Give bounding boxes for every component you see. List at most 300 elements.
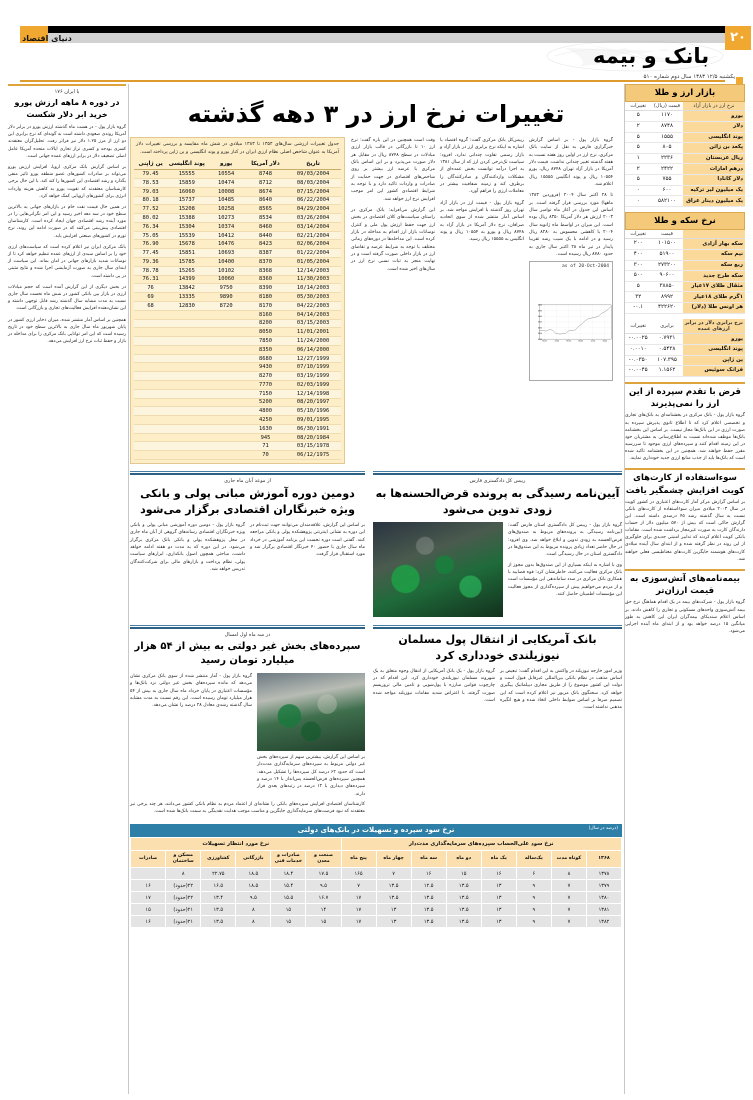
cell-date: 02/21/2004 xyxy=(285,231,341,240)
cell-usd: 8170 xyxy=(246,301,285,310)
cell-eur: 10374 xyxy=(206,222,245,231)
table-row xyxy=(625,185,745,196)
cell-gbp: 13335 xyxy=(167,293,206,302)
cell-date: 05/10/1996 xyxy=(285,407,341,416)
divider xyxy=(373,627,622,629)
cell-usd: 945 xyxy=(246,433,285,442)
row-value: ۰.۵۴۳۸ xyxy=(651,344,682,355)
cell-deposit-rate: ۱۷ xyxy=(341,892,376,904)
lead-text-columns xyxy=(351,137,622,464)
cell-usd: 8270 xyxy=(246,372,285,381)
cell-gbp: 14399 xyxy=(167,275,206,284)
cell-facility-rate: ۲۲(حدود) xyxy=(166,880,201,892)
cell-jpy xyxy=(134,319,167,328)
table-row xyxy=(625,132,745,143)
cell-deposit-rate: ۱۳.۵ xyxy=(446,892,481,904)
cell-gbp: 15678 xyxy=(167,240,206,249)
table-row xyxy=(131,880,622,892)
table-row xyxy=(134,187,341,196)
table-row xyxy=(134,240,341,249)
col-eur: یورو xyxy=(206,159,245,170)
deposit-rates-rows xyxy=(131,868,622,928)
row-value: ۳۸۸۵۰ xyxy=(651,281,682,292)
svg-text:8800: 8800 xyxy=(538,305,542,307)
row-value: ۱.۱۵۶۲ xyxy=(651,366,682,377)
cell-usd: 4250 xyxy=(246,416,285,425)
col-parity-title: نرخ برابری دلار در برابر ارزهای عمده xyxy=(683,319,745,334)
cell-date: 11/01/2001 xyxy=(285,328,341,337)
col-change: تغییرات xyxy=(625,319,651,334)
cell-jpy xyxy=(134,433,167,442)
cell-facility-rate: ۱۳.۵ xyxy=(201,916,236,928)
row-change: ۵ xyxy=(625,143,651,154)
cell-usd: 8712 xyxy=(246,179,285,188)
svg-text:Nov03: Nov03 xyxy=(542,341,547,343)
table-row xyxy=(625,196,745,207)
table-row xyxy=(134,319,341,328)
divider xyxy=(130,471,365,472)
cell-eur xyxy=(206,337,245,346)
group-header-deposits: نرخ سود علی‌الحساب سپرده‌های سرمایه‌گذاری مدت‌دار xyxy=(341,837,622,851)
cell-usd: 4800 xyxy=(246,407,285,416)
cell-eur xyxy=(206,380,245,389)
cell-deposit-rate: ۱۵ xyxy=(446,868,481,880)
svg-text:May04: May04 xyxy=(578,341,583,343)
deposit-rates-table-block xyxy=(130,824,622,929)
article-photo xyxy=(257,673,365,751)
cell-facility-rate: ۱۷ xyxy=(131,892,166,904)
cell-deposit-rate: ۱۳ xyxy=(481,904,516,916)
article-paragraph: وی با اشاره به اینکه بسیاری از این صندوق‌ها بدون مجوز از بانک مرکزی فعالیت می‌کنند، خاطرنشان کرد: قوه قضاییه با همکاری بانک مرکزی در صدد ساماندهی این مؤسسات است و از مردم می‌خواهیم پیش از سپرده‌گذاری از مجوز فعالیت این مؤسسات اطمینان حاصل کنند. xyxy=(508,562,622,597)
divider xyxy=(625,569,745,571)
row-value: ۲۷۳۲۰۰ xyxy=(651,260,682,271)
currency-table-intro: جدول تغییرات ارزشی سال‌های ۱۳۵۴ تا ۱۳۸۳ میلادی در شش ماه مقایسه و بررسی تغییرات دلار آمریکا به عنوان شاخص اصلی نظام ارزی ایران در کنار یورو و پوند انگلیسی و ین ژاپن پرداخته است. xyxy=(136,141,339,155)
svg-text:Sep04: Sep04 xyxy=(602,341,607,343)
cell-gbp: 15859 xyxy=(167,179,206,188)
table-row xyxy=(134,266,341,275)
cell-eur: 8720 xyxy=(206,301,245,310)
lead-paragraph: این گزارش می‌افزاید: بانک مرکزی در راستای سیاست‌های کلان اقتصادی در بخش ارز جهت حفظ ارزش پول ملی و کنترل نوسانات بازار ارز اقدام به مداخله در بازار کرده است. این مداخله‌ها در دوره‌های زمانی مختلف با توجه به شرایط عرضه و تقاضای ارز در بازار داخلی صورت گرفته است و در نهایت منجر به ثبات نسبی نرخ ارز در سال‌های اخیر شده است. xyxy=(351,207,435,272)
row-label: نیم سکه xyxy=(683,249,745,260)
cell-usd: 8440 xyxy=(246,231,285,240)
table-row xyxy=(625,121,745,132)
cell-gbp xyxy=(167,337,206,346)
row-change: ۵ xyxy=(625,175,651,186)
table-row xyxy=(625,271,745,282)
row-label: ریال عربستان xyxy=(683,153,745,164)
cell-gbp: 15208 xyxy=(167,205,206,214)
article-paragraph: گروه بازار پول - آمار منتشر شده از سوی بانک مرکزی نشان می‌دهد که مانده سپرده‌های بخش غیر دولتی نزد بانک‌ها و مؤسسات اعتباری در پایان خرداد ماه سال جاری به بیش از ۵۴ هزار میلیارد تومان رسیده است. این رقم نسبت به مدت مشابه سال گذشته رشدی معادل ۲۸ درصد را نشان می‌دهد. xyxy=(130,673,253,709)
table-row xyxy=(134,258,341,267)
row-value: ۲۲۳۶ xyxy=(651,153,682,164)
cell-deposit-rate: ۷ xyxy=(551,904,586,916)
table-row xyxy=(625,292,745,303)
col-header: سه ماه xyxy=(411,851,446,868)
cell-usd: 8423 xyxy=(246,240,285,249)
cell-usd: 8180 xyxy=(246,293,285,302)
cell-gbp: 15785 xyxy=(167,258,206,267)
table-row xyxy=(134,170,341,179)
table-row xyxy=(134,398,341,407)
cell-gbp xyxy=(167,398,206,407)
svg-text:Jan04: Jan04 xyxy=(554,341,559,343)
table-row xyxy=(134,310,341,319)
left-column-body-1: گروه بازار پول - در هشت ماه گذشته ارزش یورو در برابر دلار آمریکا روندی صعودی داشته است به گونه‌ای که نرخ برابری این دو ارز از مرز ۱.۲۵ دلار نیز فراتر رفت. تحلیل‌گران معتقدند کسری بودجه و کسری تراز تجاری ایالات متحده آمریکا عامل اصلی تضعیف دلار در برابر ارزهای عمده جهانی است. xyxy=(8,125,126,159)
cell-gbp xyxy=(167,442,206,451)
cell-usd: 8387 xyxy=(246,249,285,258)
col-header: ۱۳۶۸ xyxy=(586,851,621,868)
article-paragraph: گروه بازار پول - دومین دوره آموزشی مبانی پولی و بانکی ویژه خبرنگاران اقتصادی رسانه‌های گروهی از آبان ماه جاری در محل پژوهشکده پولی و بانکی بانک مرکزی برگزار می‌شود. در این دوره که به مدت دو هفته ادامه خواهد داشت، مباحثی همچون اصول بانکداری، ابزارهای سیاست پولی، نظام پرداخت و بازارهای مالی برای شرکت‌کنندگان تدریس خواهد شد. xyxy=(130,522,245,572)
cell-usd: 70 xyxy=(246,451,285,460)
article-kicker: رییس کل دادگستری فارس xyxy=(469,478,526,484)
cell-gbp xyxy=(167,328,206,337)
cell-deposit-rate: ۱۳۸۱ xyxy=(586,904,621,916)
cell-deposit-rate: ۷ xyxy=(551,880,586,892)
table-row xyxy=(134,389,341,398)
cell-eur xyxy=(206,433,245,442)
cell-facility-rate: ۱۶ xyxy=(131,880,166,892)
cell-date: 12/27/1999 xyxy=(285,354,341,363)
cell-usd: 8674 xyxy=(246,187,285,196)
cell-date: 05/30/2003 xyxy=(285,293,341,302)
cell-gbp xyxy=(167,310,206,319)
coin-gold-title: نرخ سکه و طلا xyxy=(625,212,745,230)
cell-date: 02/03/1999 xyxy=(285,380,341,389)
cell-usd: 8748 xyxy=(246,170,285,179)
dollar-parity-block xyxy=(625,319,745,377)
cell-deposit-rate: ۷ xyxy=(341,880,376,892)
main-content-column xyxy=(130,84,622,1096)
cell-jpy xyxy=(134,337,167,346)
table-row xyxy=(134,179,341,188)
row-label: هر اونس طلا (دلار) xyxy=(683,303,745,314)
cell-eur: 10476 xyxy=(206,240,245,249)
cell-date: 07/10/1999 xyxy=(285,363,341,372)
table-row xyxy=(134,337,341,346)
sidebar-brief-2 xyxy=(625,468,745,563)
market-sidebar xyxy=(625,84,745,1096)
svg-text:8400: 8400 xyxy=(538,328,542,330)
cell-eur xyxy=(206,442,245,451)
table-row xyxy=(134,363,341,372)
cell-usd: 5200 xyxy=(246,398,285,407)
cell-eur: 10008 xyxy=(206,187,245,196)
col-header: چهار ماه xyxy=(376,851,411,868)
table-row xyxy=(134,301,341,310)
article-paragraph: گروه بازار پول - رییس کل دادگستری استان فارس گفت: آیین‌نامه رسیدگی به پرونده‌های مربوط به صندوق‌های قرض‌الحسنه به زودی تدوین و ابلاغ خواهد شد. وی افزود: در حال حاضر تعداد زیادی پرونده مربوط به این صندوق‌ها در دادگستری استان در حال رسیدگی است. xyxy=(508,522,622,558)
table-row xyxy=(134,205,341,214)
cell-gbp xyxy=(167,354,206,363)
table-row xyxy=(134,249,341,258)
article-qarz-alhasaneh xyxy=(373,470,622,617)
row-value: ۵۸۲۱۰۰ xyxy=(651,196,682,207)
table-row xyxy=(131,892,622,904)
row-label: سکه بهار آزادی xyxy=(683,239,745,250)
table-row xyxy=(625,111,745,122)
col-price: قیمت xyxy=(651,230,682,239)
article-headline: آیین‌نامه رسیدگی به پرونده قرض‌الحسنه‌ها به زودی تدوین می‌شود xyxy=(375,487,620,516)
row-change: ۴۰۰ xyxy=(625,249,651,260)
cell-usd: 1630 xyxy=(246,424,285,433)
group-header-facilities: نرخ مورد انتظار تسهیلات xyxy=(131,837,342,851)
left-column-body-2: بر اساس گزارش بانک مرکزی اروپا، افزایش ارزش یورو می‌تواند بر صادرات کشورهای عضو منطقه یورو تاثیر منفی بگذارد و رشد اقتصادی این کشورها را کند کند. با این حال برخی کارشناسان معتقدند که تقویت یورو به کاهش هزینه واردات انرژی برای کشورهای اروپایی کمک خواهد کرد. xyxy=(8,164,126,199)
cell-facility-rate: ۲۱(حدود) xyxy=(166,916,201,928)
col-header: صنعت و معدن xyxy=(306,851,341,868)
row-value: ۸۹۹۲ xyxy=(651,292,682,303)
row-value: ۵۱۹۰۰ xyxy=(651,249,682,260)
cell-gbp: 15388 xyxy=(167,214,206,223)
cell-eur xyxy=(206,328,245,337)
cell-facility-rate: ۱۸.۵ xyxy=(236,868,271,880)
table-row xyxy=(131,916,622,928)
brief-headline: قرض با تقدم سپرده از این ارز را نمی‌پذیرند xyxy=(629,386,741,410)
cell-deposit-rate: ۱۳.۵ xyxy=(446,904,481,916)
cell-eur: 10485 xyxy=(206,196,245,205)
cell-jpy xyxy=(134,442,167,451)
forex-gold-block xyxy=(625,84,745,207)
cell-eur xyxy=(206,345,245,354)
row-label: دلار کانادا xyxy=(683,175,745,186)
article-paragraph: بر اساس این گزارش، علاقه‌مندان می‌توانند جهت ثبت‌نام در این دوره به نشانی اینترنتی پژوهشکده پولی و بانکی مراجعه کنند. گفتنی است دوره نخست این برنامه آموزشی در خرداد ماه سال جاری با حضور ۴۰ خبرنگار اقتصادی برگزار شد و مورد استقبال قرار گرفت. xyxy=(250,522,365,558)
deposit-rates-table xyxy=(130,837,622,929)
cell-deposit-rate: ۱۳۷۸ xyxy=(586,868,621,880)
table-row xyxy=(134,442,341,451)
cell-jpy: 76.90 xyxy=(134,240,167,249)
cell-deposit-rate: ۱۶ xyxy=(481,868,516,880)
cell-deposit-rate: ۱۳.۵ xyxy=(411,892,446,904)
row-change: ۵ xyxy=(625,132,651,143)
divider xyxy=(373,471,622,472)
table-row xyxy=(625,303,745,314)
col-date: تاریخ xyxy=(285,159,341,170)
coin-gold-table xyxy=(625,230,745,314)
lead-paragraph: گروه بازار پول - قیمت ارز در بازار آزاد تهران روز گذشته با افزایش مواجه شد. بر اساس آمار منتشر شده از سوی اتحادیه صرافان، نرخ دلار آمریکا در بازار آزاد به ۸۷۴۸ ریال و یورو به ۱۰۵۵۴ ریال و پوند انگلیس به ۱۵۵۵۵ ریال رسید. xyxy=(440,200,524,243)
col-change: تغییرات xyxy=(625,102,651,111)
cell-gbp xyxy=(167,424,206,433)
cell-jpy: 80.18 xyxy=(134,196,167,205)
cell-date: 06/22/2004 xyxy=(285,196,341,205)
forex-gold-title: بازار ارز و طلا xyxy=(625,84,745,102)
row-change: ۳۲ xyxy=(625,292,651,303)
table-row xyxy=(625,175,745,186)
cell-jpy xyxy=(134,451,167,460)
row-change: ۰.۰۰۴۵- xyxy=(625,366,651,377)
article-headline: بانک آمریکایی از انتقال پول مسلمان نیوزیلندی خودداری کرد xyxy=(398,632,597,662)
table-row xyxy=(131,868,622,880)
table-row xyxy=(625,239,745,250)
cell-gbp: 15737 xyxy=(167,196,206,205)
cell-deposit-rate: ۱۳۸۲ xyxy=(586,916,621,928)
cell-deposit-rate: ۷ xyxy=(551,892,586,904)
row-value: ۷۵۵ xyxy=(651,175,682,186)
cell-eur xyxy=(206,407,245,416)
col-header: کوتاه مدت xyxy=(551,851,586,868)
col-header: صادرات xyxy=(131,851,166,868)
cell-gbp xyxy=(167,451,206,460)
cell-eur: 10474 xyxy=(206,179,245,188)
currency-history-panel xyxy=(130,137,345,464)
table-group-header-row xyxy=(131,837,622,851)
chart-canvas xyxy=(530,272,612,377)
svg-text:8700: 8700 xyxy=(538,311,542,313)
article-training-course xyxy=(130,470,365,617)
cell-date: 02/06/2004 xyxy=(285,240,341,249)
cell-eur xyxy=(206,416,245,425)
cell-jpy: 77.45 xyxy=(134,249,167,258)
table-row xyxy=(134,416,341,425)
cell-jpy xyxy=(134,398,167,407)
table-row xyxy=(134,451,341,460)
divider xyxy=(373,625,622,626)
cell-usd: 8350 xyxy=(246,345,285,354)
table-row xyxy=(625,153,745,164)
article-headline: دومین دوره آموزش مبانی پولی و بانکی ویژه خبرنگاران اقتصادی برگزار می‌شود xyxy=(140,487,355,516)
cell-deposit-rate: ۱۲.۵ xyxy=(411,880,446,892)
main-headline: تغییرات نرخ ارز در ۳ دهه گذشته xyxy=(187,100,565,129)
col-usd: دلار آمریکا xyxy=(246,159,285,170)
cell-gbp xyxy=(167,389,206,398)
col-header: کشاورزی xyxy=(201,851,236,868)
cell-date: 08/20/1997 xyxy=(285,398,341,407)
cell-date: 04/29/2004 xyxy=(285,205,341,214)
cell-eur: 10258 xyxy=(206,205,245,214)
article-body-columns xyxy=(130,522,365,573)
sidebar-brief-1 xyxy=(625,382,745,462)
sidebar-brief-3 xyxy=(625,569,745,635)
cell-date: 12/14/2003 xyxy=(285,266,341,275)
brief-body: گروه بازار پول - شرکت‌های بیمه در یک اقدام هماهنگ نرخ حق بیمه آتش‌سوزی واحدهای مسکونی و تجاری را کاهش دادند. بر اساس اعلام سندیکای بیمه‌گران ایران این کاهش به طور میانگین ۱۵ درصد خواهد بود و از ابتدای ماه آینده اجرایی می‌شود. xyxy=(625,600,745,634)
article-headline: سپرده‌های بخش غیر دولتی به بیش از ۵۴ هزار میلیارد تومان رسید xyxy=(134,640,361,667)
svg-text:8200: 8200 xyxy=(538,339,542,341)
divider xyxy=(130,625,365,626)
col-gbp: پوند انگلیسی xyxy=(167,159,206,170)
cell-eur xyxy=(206,398,245,407)
deposit-rates-title xyxy=(130,824,622,837)
cell-usd: 8370 xyxy=(246,258,285,267)
cell-date: 06/12/1975 xyxy=(285,451,341,460)
cell-gbp: 16060 xyxy=(167,187,206,196)
cell-jpy xyxy=(134,372,167,381)
article-kicker: از موعد آبان ماه جاری xyxy=(224,478,271,484)
row-change: ۰ xyxy=(625,196,651,207)
cell-usd: 7850 xyxy=(246,337,285,346)
cell-gbp xyxy=(167,416,206,425)
cell-date: 03/15/2003 xyxy=(285,319,341,328)
cell-date: 01/22/2004 xyxy=(285,249,341,258)
row-change: ۲۰۰ xyxy=(625,239,651,250)
cell-gbp xyxy=(167,407,206,416)
article-body-with-photo xyxy=(373,522,622,617)
cell-deposit-rate: ۷ xyxy=(376,868,411,880)
divider xyxy=(130,473,365,475)
cell-gbp: 15555 xyxy=(167,170,206,179)
row-value: ۱۰۷.۳۹۵ xyxy=(651,355,682,366)
table-row xyxy=(134,284,341,293)
row-label: ین ژاپن xyxy=(683,355,745,366)
cell-eur: 10693 xyxy=(206,249,245,258)
masthead xyxy=(0,0,753,80)
row-label: یک میلیون دینار عراق xyxy=(683,196,745,207)
brief-body: گروه بازار پول - بانک مرکزی در بخشنامه‌ای به بانک‌های تجاری و تخصصی اعلام کرد که تا اطلاع ثانوی پذیرش سپرده به صورت ارزی در این بانک‌ها مجاز نیست. بر اساس این بخشنامه بانک‌ها موظف شده‌اند نسبت به اطلاع‌رسانی به مشتریان خود در این زمینه اقدام کنند و سپرده‌های ارزی موجود تا سررسید مقرر حفظ خواهند شد. همچنین در این بخشنامه تاکید شده است که بانک‌ها باید از جذب منابع ارزی جدید خودداری نمایند. xyxy=(625,413,745,462)
table-row xyxy=(134,380,341,389)
cell-eur xyxy=(206,354,245,363)
row-change: ۰.۰۰۱۰ xyxy=(625,344,651,355)
row-label: سکه طرح جدید xyxy=(683,271,745,282)
row-change: ۲ xyxy=(625,121,651,132)
coin-gold-block xyxy=(625,212,745,314)
page-body xyxy=(0,84,753,1100)
cell-usd: 71 xyxy=(246,442,285,451)
left-column-body-3: در همین حال قیمت نفت خام در بازارهای جهانی به بالاترین سطح خود در سه دهه اخیر رسید و این امر نگرانی‌هایی را در مورد آینده رشد اقتصادی جهان ایجاد کرده است. کارشناسان اقتصادی پیش‌بینی می‌کنند که در صورت ادامه این روند، نرخ تورم در کشورهای صنعتی افزایش یابد. xyxy=(8,204,126,239)
table-header-row xyxy=(625,102,745,111)
brief-headline: سوء‌استفاده از کارت‌های کویت افزایش چشمگیر یافت xyxy=(625,473,745,496)
article-paragraph: کارشناسان اقتصادی افزایش سپرده‌های بانکی را نشانه‌ای از اعتماد مردم به نظام بانکی کشور می‌دانند، هر چند برخی نیز معتقدند که نبود فرصت‌های سرمایه‌گذاری جایگزین و مناسب موجب هدایت نقدینگی به سمت بانک‌ها شده است. xyxy=(130,801,365,815)
coin-gold-rows xyxy=(625,239,745,313)
row-label: یورو xyxy=(683,111,745,122)
cell-deposit-rate: ۱۶۵ xyxy=(341,868,376,880)
row-value: ۶۰۰ xyxy=(651,185,682,196)
col-parity: برابری xyxy=(651,319,682,334)
cell-date: 03/15/1978 xyxy=(285,442,341,451)
cell-jpy: 68 xyxy=(134,301,167,310)
article-us-bank xyxy=(373,624,622,816)
row-change: ۲ xyxy=(625,164,651,175)
row-change: ۳۰۰ xyxy=(625,260,651,271)
cell-facility-rate: ۱۵ xyxy=(131,904,166,916)
cell-facility-rate: ۱۸.۴ xyxy=(271,868,306,880)
cell-facility-rate: ۸ xyxy=(236,916,271,928)
cell-jpy: 76.31 xyxy=(134,275,167,284)
table-row xyxy=(625,143,745,154)
left-column-body-5: در بخش دیگری از این گزارش آمده است که حجم مبادلات ارزی در بازار بین بانکی کشور در شش ماه نخست سال جاری نسبت به مدت مشابه سال گذشته رشد قابل توجهی داشته و این نشان‌دهنده افزایش فعالیت‌های تجاری و بازرگانی است. xyxy=(8,284,126,312)
table-row xyxy=(134,433,341,442)
brief-headline: بیمه‌نامه‌های آتش‌سوزی به قیمت ارزان‌تر xyxy=(630,573,740,597)
cell-jpy: 79.36 xyxy=(134,258,167,267)
cell-eur xyxy=(206,424,245,433)
cell-date: 09/03/2004 xyxy=(285,170,341,179)
cell-gbp: 13842 xyxy=(167,284,206,293)
cell-date: 09/01/1995 xyxy=(285,416,341,425)
cell-deposit-rate: ۱۷ xyxy=(341,916,376,928)
cell-usd: 8160 xyxy=(246,310,285,319)
masthead-rule xyxy=(20,80,725,82)
cell-deposit-rate: ۹ xyxy=(516,880,551,892)
cell-date: 04/22/2003 xyxy=(285,301,341,310)
cell-gbp xyxy=(167,319,206,328)
newspaper-logo-text: دنیای اقتصاد xyxy=(22,34,72,43)
table-row xyxy=(134,214,341,223)
col-header: پنج ماه xyxy=(341,851,376,868)
col-header: بازرگانی xyxy=(236,851,271,868)
cell-deposit-rate: ۱۳.۵ xyxy=(376,892,411,904)
cell-date: 12/14/1998 xyxy=(285,389,341,398)
table-row xyxy=(625,334,745,345)
col-header: یک ماه xyxy=(481,851,516,868)
cell-facility-rate: ۱۷.۵ xyxy=(306,868,341,880)
cell-gbp: 15539 xyxy=(167,231,206,240)
col-header: یک‌ساله xyxy=(516,851,551,868)
cell-deposit-rate: ۹ xyxy=(516,892,551,904)
cell-facility-rate: ۲۲.۷۵ xyxy=(201,868,236,880)
divider xyxy=(8,84,126,86)
cell-gbp: 12830 xyxy=(167,301,206,310)
cell-facility-rate: ۲۲(حدود) xyxy=(166,892,201,904)
cell-jpy xyxy=(134,310,167,319)
row-value: ۱۰۱۵۰۰ xyxy=(651,239,682,250)
row-label: درهم امارات xyxy=(683,164,745,175)
left-column-body-4: بانک مرکزی ایران نیز اعلام کرده است که سیاست‌های ارزی خود را بر اساس سبدی از ارزهای عمده تنظیم خواهد کرد تا از نوسانات شدید بازارهای جهانی در امان بماند. این سیاست از ابتدای سال جاری به صورت آزمایشی اجرا شده و نتایج مثبتی در پی داشته است. xyxy=(8,244,126,279)
table-row xyxy=(625,366,745,377)
